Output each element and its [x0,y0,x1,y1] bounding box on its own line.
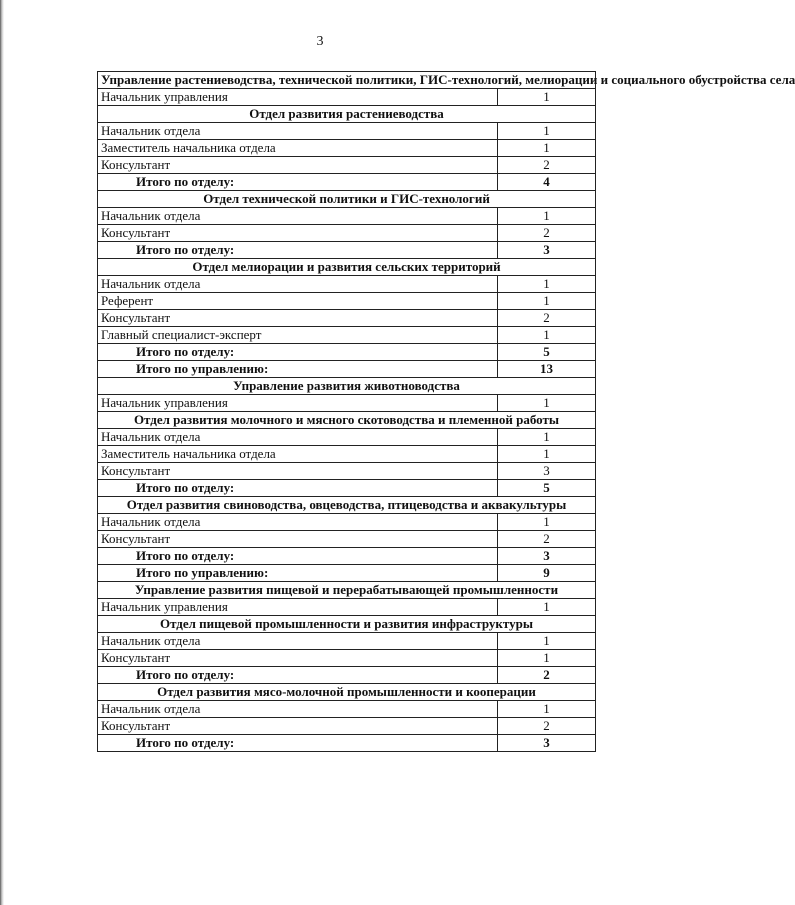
position-row [98,395,596,412]
position-name: Консультант [98,157,498,174]
total-label: Итого по управлению: [98,361,498,378]
total-row [98,174,596,191]
total-row [98,565,596,582]
position-row [98,310,596,327]
total-count: 3 [498,735,596,752]
position-name: Начальник управления [98,89,498,106]
position-count: 2 [498,310,596,327]
position-name: Консультант [98,650,498,667]
position-count: 1 [498,89,596,106]
position-row [98,293,596,310]
total-count: 4 [498,174,596,191]
position-name: Начальник управления [98,395,498,412]
section-title: Отдел мелиорации и развития сельских территорий [98,259,596,276]
position-count: 2 [498,531,596,548]
position-row [98,123,596,140]
section-title: Отдел развития молочного и мясного скотоводства и племенной работы [98,412,596,429]
position-count: 2 [498,225,596,242]
position-count: 1 [498,633,596,650]
total-label: Итого по отделу: [98,548,498,565]
position-name: Начальник отдела [98,514,498,531]
position-name: Консультант [98,718,498,735]
position-row [98,157,596,174]
total-label: Итого по отделу: [98,242,498,259]
section-title: Управление растениеводства, технической политики, ГИС-технологий, мелиорации и социального обустройства села [98,72,596,89]
position-row [98,633,596,650]
position-count: 1 [498,276,596,293]
position-count: 1 [498,429,596,446]
total-label: Итого по отделу: [98,344,498,361]
position-row [98,701,596,718]
section-title: Управление развития животноводства [98,378,596,395]
position-count: 1 [498,514,596,531]
position-row [98,327,596,344]
total-row [98,361,596,378]
total-row [98,344,596,361]
total-count: 9 [498,565,596,582]
total-label: Итого по управлению: [98,565,498,582]
position-count: 1 [498,327,596,344]
position-name: Консультант [98,225,498,242]
section-header-row [98,259,596,276]
total-count: 13 [498,361,596,378]
position-name: Начальник управления [98,599,498,616]
position-row [98,446,596,463]
position-row [98,225,596,242]
position-count: 1 [498,446,596,463]
section-title: Отдел развития мясо-молочной промышленности и кооперации [98,684,596,701]
position-row [98,531,596,548]
position-name: Начальник отдела [98,633,498,650]
position-count: 1 [498,208,596,225]
section-header-row [98,378,596,395]
position-name: Начальник отдела [98,276,498,293]
section-header-row [98,191,596,208]
position-name: Заместитель начальника отдела [98,446,498,463]
position-row [98,429,596,446]
position-name: Начальник отдела [98,429,498,446]
section-title: Отдел развития растениеводства [98,106,596,123]
total-row [98,735,596,752]
position-row [98,463,596,480]
total-count: 5 [498,480,596,497]
position-name: Главный специалист-эксперт [98,327,498,344]
total-label: Итого по отделу: [98,735,498,752]
position-row [98,718,596,735]
total-row [98,242,596,259]
position-count: 1 [498,599,596,616]
page-number: 3 [316,34,324,49]
position-row [98,89,596,106]
scan-edge [0,0,4,905]
section-title: Отдел технической политики и ГИС-технологий [98,191,596,208]
position-count: 1 [498,650,596,667]
total-row [98,667,596,684]
total-row [98,480,596,497]
total-count: 3 [498,548,596,565]
section-header-row [98,497,596,514]
staffing-table [97,71,795,752]
position-name: Заместитель начальника отдела [98,140,498,157]
position-count: 1 [498,293,596,310]
section-header-row [98,684,596,701]
position-count: 2 [498,718,596,735]
staffing-table-body [98,72,795,752]
position-row [98,140,596,157]
section-header-row [98,616,596,633]
position-row [98,599,596,616]
position-name: Референт [98,293,498,310]
total-count: 2 [498,667,596,684]
total-label: Итого по отделу: [98,480,498,497]
position-name: Консультант [98,531,498,548]
total-label: Итого по отделу: [98,667,498,684]
total-label: Итого по отделу: [98,174,498,191]
position-name: Начальник отдела [98,701,498,718]
total-count: 3 [498,242,596,259]
section-header-row [98,72,596,89]
position-row [98,276,596,293]
position-count: 1 [498,701,596,718]
position-row [98,514,596,531]
position-count: 1 [498,140,596,157]
position-row [98,208,596,225]
position-name: Начальник отдела [98,123,498,140]
position-count: 1 [498,123,596,140]
total-row [98,548,596,565]
section-header-row [98,106,596,123]
position-name: Консультант [98,310,498,327]
section-title: Отдел пищевой промышленности и развития инфраструктуры [98,616,596,633]
section-header-row [98,582,596,599]
position-row [98,650,596,667]
position-count: 3 [498,463,596,480]
section-title: Управление развития пищевой и перерабатывающей промышленности [98,582,596,599]
position-count: 2 [498,157,596,174]
section-title: Отдел развития свиноводства, овцеводства, птицеводства и аквакультуры [98,497,596,514]
total-count: 5 [498,344,596,361]
position-name: Консультант [98,463,498,480]
position-name: Начальник отдела [98,208,498,225]
section-header-row [98,412,596,429]
position-count: 1 [498,395,596,412]
